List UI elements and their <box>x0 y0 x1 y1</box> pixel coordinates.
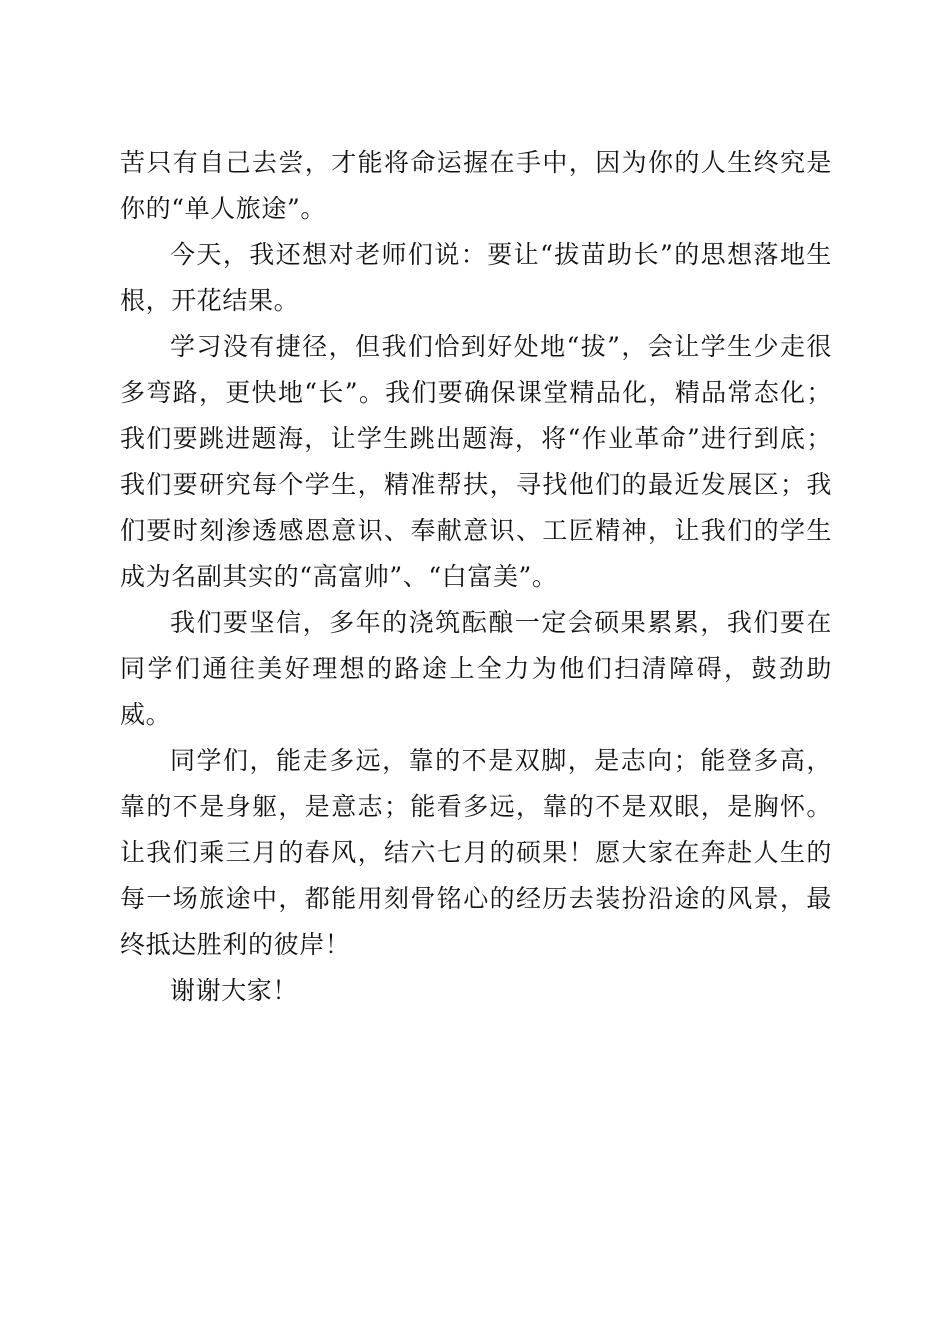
paragraph-thanks: 谢谢大家！ <box>170 976 299 1005</box>
paragraph-continuation: 苦只有自己去尝，才能将命运握在手中，因为你的人生终究是你的“单人旅途”。 <box>120 148 832 223</box>
paragraph-students: 同学们，能走多远，靠的不是双脚，是志向；能登多高，靠的不是身躯，是意志；能看多远，靠的不是双眼，是胸怀。让我们乘三月的春风，结六七月的硕果！愿大家在奔赴人生的每一场旅途中，都能用刻骨铭心的经历去装扮沿途的风景，最终抵达胜利的彼岸！ <box>120 746 832 959</box>
paragraph-learning-no-shortcut: 学习没有捷径，但我们恰到好处地“拔”，会让学生少走很多弯路，更快地“长”。我们要确保课堂精品化，精品常态化；我们要跳进题海，让学生跳出题海，将“作业革命”进行到底；我们要研究每个学生，精准帮扶，寻找他们的最近发展区；我们要时刻渗透感恩意识、奉献意识、工匠精神，让我们的学生成为名副其实的“高富帅”、“白富美”。 <box>120 332 832 591</box>
paragraph-believe: 我们要坚信，多年的浇筑酝酿一定会硕果累累，我们要在同学们通往美好理想的路途上全力为他们扫清障碍，鼓劲助威。 <box>120 608 832 729</box>
paragraph-teachers-intro: 今天，我还想对老师们说：要让“拔苗助长”的思想落地生根，开花结果。 <box>120 240 832 315</box>
document-body <box>120 140 832 1014</box>
